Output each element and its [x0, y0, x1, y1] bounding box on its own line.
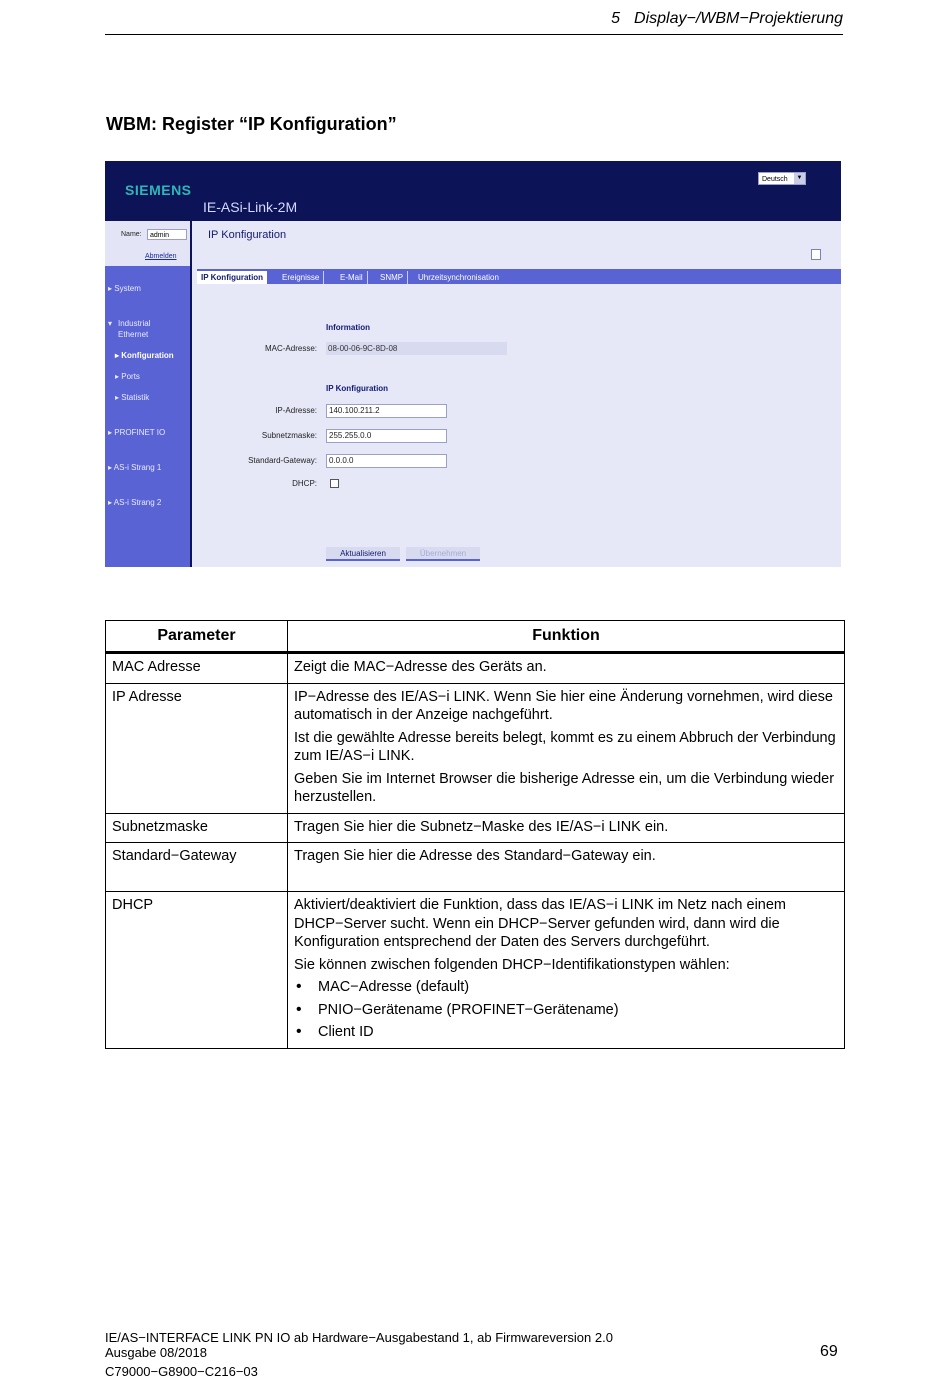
- function-text: Geben Sie im Internet Browser die bisherige Adresse ein, um die Verbindung wieder herzustellen.: [294, 770, 835, 805]
- table-row: [106, 653, 845, 684]
- subnet-label: Subnetzmaske:: [261, 431, 317, 440]
- mac-value: 08-00-06-9C-8D-08: [326, 342, 507, 355]
- tab-ereignisse[interactable]: Ereignisse: [278, 271, 324, 284]
- running-header: [105, 8, 843, 35]
- user-label: Name:: [121, 231, 142, 238]
- wbm-screenshot: [105, 161, 841, 567]
- print-icon[interactable]: [811, 249, 821, 260]
- param-cell: DHCP: [106, 892, 288, 1049]
- product-name: IE-ASi-Link-2M: [203, 199, 298, 215]
- language-value: Deutsch: [762, 176, 788, 183]
- nav-item-strang-1[interactable]: ▸ AS-i Strang 1: [108, 463, 162, 472]
- page-number: 69: [820, 1343, 838, 1360]
- dhcp-checkbox[interactable]: [330, 479, 339, 488]
- list-item: • MAC−Adresse (default): [294, 978, 838, 997]
- chapter-number: 5: [611, 10, 621, 27]
- header-funktion: Funktion: [288, 621, 845, 653]
- user-box: [105, 221, 190, 266]
- nav-item-industrial-ethernet[interactable]: [108, 318, 168, 340]
- function-text: Aktiviert/deaktiviert die Funktion, dass das IE/AS−i LINK im Netz nach einem DHCP−Server sucht. Wenn ein DHCP−Server gefunden wird, dann wird die Konfiguration entsprechend der Daten des Servers durchgeführt.: [294, 897, 787, 950]
- nav-item-ports[interactable]: ▸ Ports: [115, 372, 140, 381]
- nav-label: Konfiguration: [121, 351, 174, 360]
- parameter-table: [105, 620, 845, 1049]
- wbm-page-title: IP Konfiguration: [208, 229, 287, 241]
- function-text: Tragen Sie hier die Adresse des Standard−Gateway ein.: [294, 848, 656, 864]
- param-cell: IP Adresse: [106, 683, 288, 813]
- refresh-button[interactable]: Aktualisieren: [326, 547, 400, 561]
- ip-group-title: IP Konfiguration: [326, 384, 389, 393]
- nav-label: Ports: [121, 372, 140, 381]
- ip-address-input[interactable]: 140.100.211.2: [326, 404, 447, 418]
- running-header-text: [611, 10, 843, 28]
- nav-label: Statistik: [121, 393, 150, 402]
- tab-uhrzeitsynchronisation[interactable]: Uhrzeitsynchronisation: [418, 273, 499, 282]
- language-select[interactable]: [758, 172, 806, 185]
- table-row: [106, 843, 845, 892]
- footer-line-2: Ausgabe 08/2018: [105, 1345, 207, 1360]
- header-parameter: Parameter: [106, 621, 288, 653]
- function-text: Ist die gewählte Adresse bereits belegt, kommt es zu einem Abbruch der Verbindung zum IE/AS−i LINK.: [294, 729, 836, 764]
- subnet-mask-input[interactable]: 255.255.0.0: [326, 429, 447, 443]
- tab-ip-konfiguration[interactable]: IP Konfiguration: [197, 271, 267, 284]
- nav-label: PROFINET IO: [114, 428, 166, 437]
- function-text: Sie können zwischen folgenden DHCP−Identifikationstypen wählen:: [294, 956, 730, 973]
- chevron-down-icon: ▾: [108, 319, 113, 328]
- footer-line-1: IE/AS−INTERFACE LINK PN IO ab Hardware−Ausgabestand 1, ab Firmwareversion 2.0: [105, 1330, 613, 1345]
- param-cell: Subnetzmaske: [106, 813, 288, 843]
- nav-item-konfiguration[interactable]: ▸ Konfiguration: [115, 351, 174, 360]
- nav-label: System: [114, 284, 141, 293]
- list-item: • PNIO−Gerätename (PROFINET−Gerätename): [294, 1001, 838, 1020]
- nav-label: Industrial Ethernet: [118, 319, 151, 339]
- nav-item-system[interactable]: ▸ System: [108, 284, 141, 293]
- nav-item-profinet[interactable]: ▸ PROFINET IO: [108, 428, 166, 437]
- gateway-input[interactable]: 0.0.0.0: [326, 454, 447, 468]
- function-cell: [288, 892, 845, 1049]
- wbm-sidebar: [105, 221, 192, 567]
- mac-label: MAC-Adresse:: [264, 344, 317, 353]
- section-title: WBM: Register “IP Konfiguration”: [106, 114, 397, 134]
- function-cell: [288, 683, 845, 813]
- param-cell: MAC Adresse: [106, 653, 288, 684]
- ip-label: IP-Adresse:: [275, 406, 317, 415]
- tab-email[interactable]: E-Mail: [336, 271, 368, 284]
- logout-link[interactable]: Abmelden: [145, 253, 177, 260]
- apply-button[interactable]: Übernehmen: [406, 547, 480, 561]
- list-item: • Client ID: [294, 1023, 838, 1042]
- dhcp-id-list: [294, 978, 838, 1042]
- nav-label: AS-i Strang 2: [113, 498, 162, 507]
- param-cell: Standard−Gateway: [106, 843, 288, 892]
- function-text: IP−Adresse des IE/AS−i LINK. Wenn Sie hier eine Änderung vornehmen, wird diese automatisch in der Anzeige nachgeführt.: [294, 688, 833, 723]
- table-row: [106, 683, 845, 813]
- nav-label: AS-i Strang 1: [113, 463, 162, 472]
- gateway-label: Standard-Gateway:: [248, 456, 317, 465]
- function-text: Zeigt die MAC−Adresse des Geräts an.: [294, 659, 547, 675]
- table-row: [106, 892, 845, 1049]
- table-header-row: [106, 621, 845, 653]
- function-cell: [288, 813, 845, 843]
- info-group-title: Information: [326, 323, 370, 332]
- dhcp-label: DHCP:: [292, 479, 317, 488]
- tab-snmp[interactable]: SNMP: [376, 271, 408, 284]
- siemens-logo: SIEMENS: [125, 182, 192, 198]
- nav-item-strang-2[interactable]: ▸ AS-i Strang 2: [108, 498, 162, 507]
- user-name-field[interactable]: admin: [147, 229, 187, 240]
- nav-item-statistik[interactable]: ▸ Statistik: [115, 393, 150, 402]
- chevron-down-icon: ▼: [794, 173, 805, 184]
- table-row: [106, 813, 845, 843]
- chapter-title: Display−/WBM−Projektierung: [634, 10, 843, 27]
- function-cell: [288, 653, 845, 684]
- function-cell: [288, 843, 845, 892]
- function-text: Tragen Sie hier die Subnetz−Maske des IE/AS−i LINK ein.: [294, 818, 669, 835]
- footer-line-3: C79000−G8900−C216−03: [105, 1364, 258, 1379]
